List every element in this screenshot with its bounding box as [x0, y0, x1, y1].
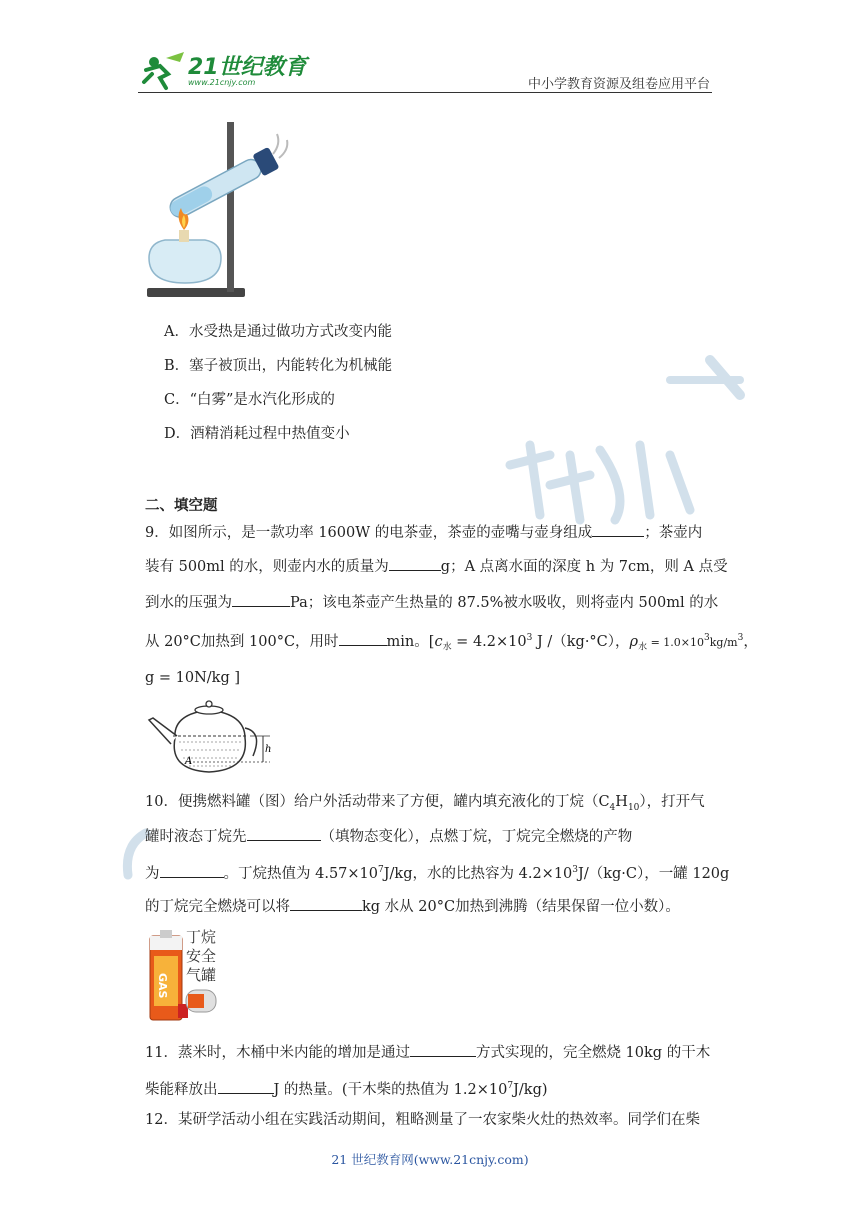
superscript: 7	[378, 865, 384, 875]
q11-blank-2[interactable]	[218, 1079, 274, 1094]
q10-line-1	[145, 792, 705, 818]
q9-line-2	[145, 556, 728, 577]
q9-blank-1[interactable]	[592, 522, 644, 537]
q9-text: 9．如图所示，是一款功率 1600W 的电茶壶，茶壶的壶嘴与壶身组成	[145, 525, 593, 541]
q10-line-3	[145, 860, 729, 884]
subscript: 水	[638, 642, 648, 653]
q11-line-1	[145, 1042, 710, 1063]
q9-line-4	[145, 628, 758, 658]
superscript: 3	[526, 633, 533, 643]
q9-text: min。[	[386, 633, 435, 650]
svg-text:GAS: GAS	[156, 973, 169, 999]
butane-can-figure	[148, 926, 224, 1026]
q10-blank-1[interactable]	[247, 826, 321, 841]
q11-text: 柴能释放出	[145, 1081, 218, 1098]
teapot-h-label: h	[265, 744, 272, 755]
q11-blank-1[interactable]	[410, 1042, 476, 1057]
q10-line-2	[145, 826, 632, 847]
q11-text: 方式实现的，完全燃烧 10kg 的干木	[475, 1045, 711, 1061]
teapot-figure	[145, 698, 275, 778]
can-label-1: 丁烷	[186, 928, 217, 946]
subscript: 水	[442, 642, 452, 653]
test-tube-heating-figure	[145, 118, 295, 300]
q9-text: 从 20°C加热到 100°C，用时	[145, 633, 339, 650]
superscript: 7	[507, 1081, 514, 1091]
teapot-a-label: A	[185, 756, 193, 767]
header-divider	[138, 92, 712, 93]
superscript: 3	[572, 865, 579, 875]
q9-blank-3[interactable]	[232, 592, 290, 607]
q10-blank-2[interactable]	[160, 863, 224, 878]
subscript: 10	[627, 802, 640, 813]
footer-link[interactable]: 21 世纪教育网(www.21cnjy.com)	[331, 1152, 529, 1167]
q9-text: J /（kg·°C），	[532, 633, 630, 650]
header-right-text: 中小学教育资源及组卷应用平台	[527, 77, 710, 92]
option-b[interactable]: B．塞子被顶出，内能转化为机械能	[164, 358, 393, 374]
q11-text: J 的热量。(干木柴的热值为 1.2×10	[273, 1081, 508, 1098]
q9-line-3	[145, 592, 718, 613]
q9-text: kg/m	[709, 635, 738, 649]
watermark-graphic	[440, 345, 760, 545]
q10-text: H	[615, 794, 628, 810]
q10-blank-3[interactable]	[290, 896, 362, 911]
q9-blank-4[interactable]	[339, 631, 387, 646]
q10-text: J/kg，水的比热容为 4.2×10	[383, 865, 573, 882]
subscript: 4	[609, 802, 616, 813]
q10-text: 为	[145, 865, 160, 882]
logo-url: www.21cnjy.com	[188, 78, 256, 87]
q9-line-5: g = 10N/kg ]	[145, 670, 241, 686]
q12-line-1: 12．某研学活动小组在实践活动期间，粗略测量了一农家柴火灶的热效率。同学们在柴	[145, 1112, 700, 1128]
q9-text: 到水的压强为	[145, 595, 232, 611]
q9-text: Pa；该电茶壶产生热量的 87.5%被水吸收，则将壶内 500ml 的水	[290, 595, 719, 611]
q11-text: 11．蒸米时，木桶中米内能的增加是通过	[145, 1045, 410, 1061]
q10-line-4	[145, 896, 680, 917]
q10-text: 。丁烷热值为 4.57×10	[223, 865, 378, 882]
superscript: 3	[704, 633, 710, 643]
q10-text: 罐时液态丁烷先	[145, 829, 247, 845]
q9-text: ；茶壶内	[644, 525, 703, 541]
can-label-3: 气罐	[186, 966, 217, 984]
q9-text: = 4.2×10	[451, 633, 527, 650]
logo-text: 21世纪教育	[188, 55, 307, 80]
option-a[interactable]: A．水受热是通过做功方式改变内能	[164, 324, 392, 340]
rho-symbol: ρ	[629, 633, 639, 650]
q9-text: = 1.0×10	[647, 635, 705, 649]
q9-text: g；A 点离水面的深度 h 为 7cm，则 A 点受	[440, 559, 728, 575]
option-c[interactable]: C．“白雾”是水汽化形成的	[164, 392, 335, 408]
q9-text: ，	[743, 633, 758, 650]
q10-text: J/（kg·C），一罐 120g	[578, 865, 730, 882]
can-label-2: 安全	[186, 947, 217, 965]
q9-line-1	[145, 522, 702, 543]
q11-text: J/kg)	[513, 1081, 548, 1098]
q9-blank-2[interactable]	[389, 556, 441, 571]
q9-text: 装有 500ml 的水，则壶内水的质量为	[145, 559, 389, 575]
q10-text: （填物态变化），点燃丁烷，丁烷完全燃烧的产物	[320, 829, 633, 845]
q10-text: 10．便携燃料罐（图）给户外活动带来了方便，罐内填充液化的丁烷（C	[145, 794, 610, 810]
q10-text: ），打开气	[639, 794, 705, 810]
superscript: 3	[737, 633, 744, 643]
q10-text: kg 水从 20°C加热到沸腾（结果保留一位小数）。	[362, 899, 680, 915]
option-d[interactable]: D．酒精消耗过程中热值变小	[164, 426, 350, 442]
q11-line-2	[145, 1076, 548, 1100]
section-title: 二、填空题	[145, 497, 218, 514]
c-symbol: c	[434, 633, 443, 650]
q10-text: 的丁烷完全燃烧可以将	[145, 899, 290, 915]
